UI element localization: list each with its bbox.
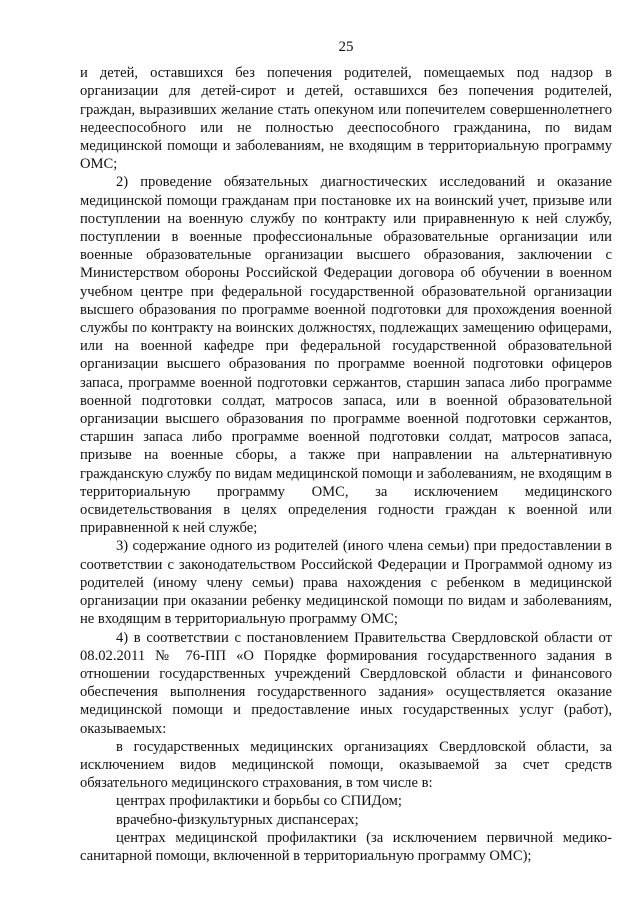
- document-page: [80, 38, 612, 865]
- page-number: 25: [338, 39, 354, 55]
- paragraph-3: 3) содержание одного из родителей (иного члена семьи) при предоставлении в соответствии с законодательством Российской Федерации и Программой одному из родителей (иному члену семьи) права нахождения с ребенком в медицинской организации при оказании ребенку медицинской помощи по видам и заболеваниям, не входящим в территориальную программу ОМС;: [80, 538, 612, 628]
- paragraph-1: и детей, оставшихся без попечения родителей, помещаемых под надзор в организации для детей-сирот и детей, оставшихся без попечения родителей, граждан, выразивших желание стать опекуном или попечителем совершеннолетнего недееспособного или не полностью дееспособного гражданина, по видам медицинской помощи и заболеваниям, не входящим в территориальную программу ОМС;: [80, 65, 612, 173]
- paragraph-8: центрах медицинской профилактики (за исключением первичной медико-санитарной помощи, включенной в территориальную программу ОМС);: [80, 829, 612, 864]
- paragraph-5: в государственных медицинских организациях Свердловской области, за исключением видов медицинской помощи, оказываемой за счет средств обязательного медицинского страхования, в том числе в:: [80, 738, 612, 792]
- paragraph-7: врачебно-физкультурных диспансерах;: [116, 811, 359, 828]
- paragraph-4: 4) в соответствии с постановлением Правительства Свердловской области от 08.02.2011 № 76-ПП «О Порядке формирования государственного задания в отношении государственных учреждений Свердловской области и финансового обеспечения выполнения государственного задания» осуществляется оказание медицинской помощи и предоставление иных государственных услуг (работ), оказываемых:: [80, 629, 612, 737]
- paragraph-6: центрах профилактики и борьбы со СПИДом;: [116, 793, 402, 810]
- paragraph-2: 2) проведение обязательных диагностических исследований и оказание медицинской помощи гражданам при постановке их на воинский учет, призыве или поступлении на военную службу по контракту или приравненную к ней службу, поступлении в военные профессиональные образовательные организации или военные образовательные организации высшего образования, заключении с Министерством обороны Российской Федерации договора об обучении в военном учебном центре при федеральной государственной образовательной организации высшего образования по программе военной подготовки для прохождения военной службы по контракту на воинских должностях, подлежащих замещению офицерами, или на военной кафедре при федеральной государственной образовательной организации высшего образования по программе военной подготовки офицеров запаса, программе военной подготовки сержантов, старшин запаса либо программе военной подготовки солдат, матросов запаса, или в военной образовательной организации высшего образования по программе военной подготовки сержантов, старшин запаса либо программе военной подготовки солдат, матросов запаса, призыве на военные сборы, а также при направлении на альтернативную гражданскую службу по видам медицинской помощи и заболеваниям, не входящим в территориальную программу ОМС, за исключением медицинского освидетельствования в целях определения годности граждан к военной или приравненной к ней службе;: [80, 174, 612, 537]
